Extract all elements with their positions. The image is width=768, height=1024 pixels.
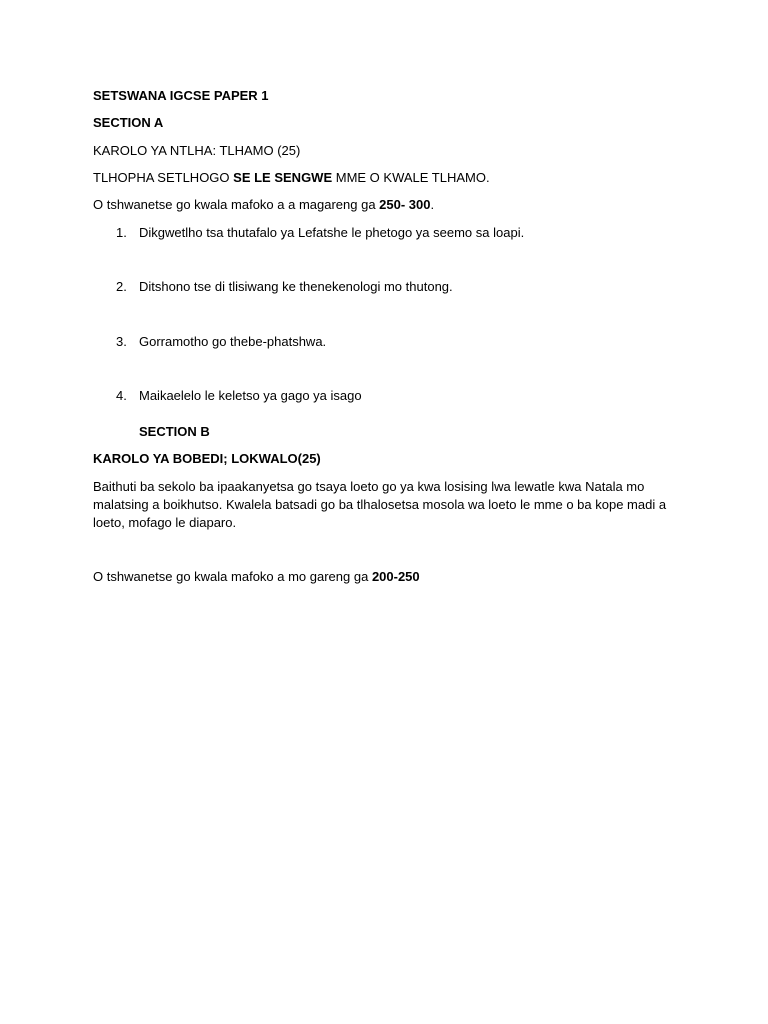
- topic-number: 2.: [116, 279, 127, 294]
- word-count-b-pre: O tshwanetse go kwala mafoko a mo gareng ga: [93, 569, 372, 584]
- part-one-heading: KAROLO YA NTLHA: TLHAMO (25): [93, 143, 301, 158]
- topic-text: Gorramotho go thebe-phatshwa.: [139, 334, 327, 349]
- word-count-b-bold: 200-250: [371, 569, 420, 584]
- topic-text: Maikaelelo le keletso ya gago ya isago: [139, 388, 362, 403]
- topic-number: 4.: [116, 388, 127, 403]
- section-a-heading: SECTION A: [93, 115, 164, 130]
- document-title: SETSWANA IGCSE PAPER 1: [93, 88, 269, 103]
- instruction-pre: TLHOPHA SETLHOGO: [93, 170, 234, 185]
- part-two-heading: KAROLO YA BOBEDI; LOKWALO(25): [93, 451, 321, 466]
- topic-text: Ditshono tse di tlisiwang ke thenekenologi mo thutong.: [139, 279, 453, 294]
- word-count-b: [93, 569, 420, 585]
- word-count-a-post: .: [430, 197, 435, 212]
- instruction-bold: SE LE SENGWE: [233, 170, 333, 185]
- section-b-body: Baithuti ba sekolo ba ipaakanyetsa go tsaya loeto go ya kwa losising lwa lewatle kwa Natala mo malatsing a boikhutso. Kwalela batsadi go ba tlhalosetsa mosola wa loeto le mme o ba kope madi a loeto, mofago le diaparo.: [93, 479, 667, 530]
- instruction-post: MME O KWALE TLHAMO.: [332, 170, 490, 185]
- topic-number: 1.: [116, 225, 127, 240]
- word-count-a-bold: 250- 300: [379, 197, 431, 212]
- topic-number: 3.: [116, 334, 127, 349]
- topic-text: Dikgwetlho tsa thutafalo ya Lefatshe le phetogo ya seemo sa loapi.: [139, 225, 525, 240]
- instruction-text: [93, 170, 490, 186]
- section-b-heading: SECTION B: [139, 424, 210, 439]
- word-count-a-pre: O tshwanetse go kwala mafoko a a magareng ga: [93, 197, 380, 212]
- word-count-a: [93, 197, 434, 213]
